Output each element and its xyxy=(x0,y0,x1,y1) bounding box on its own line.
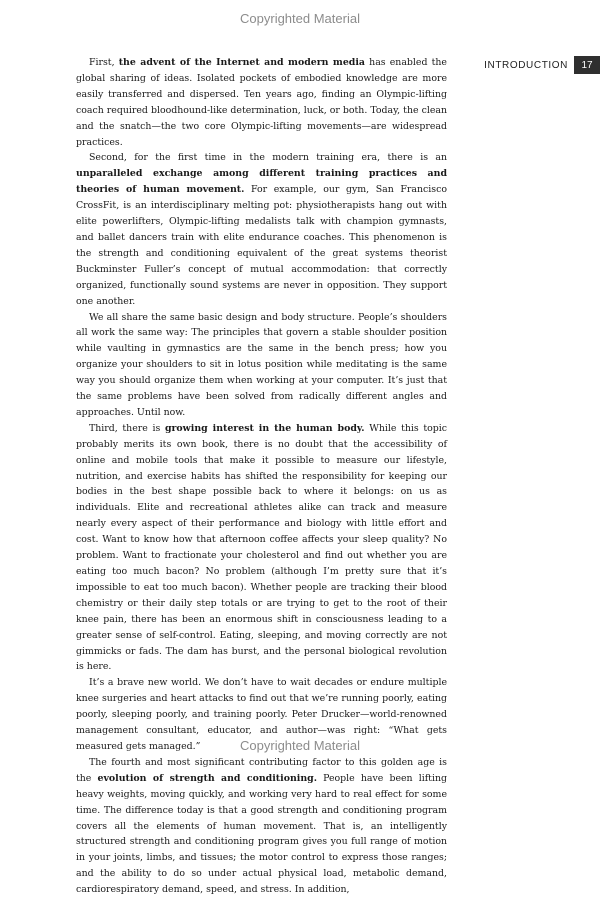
text: Third, there is xyxy=(89,422,165,434)
text: Second, for the first time in the modern training era, there is an xyxy=(89,152,447,164)
paragraph-4 xyxy=(76,421,447,676)
bold-phrase: the advent of the Internet and modern media xyxy=(118,57,365,68)
text: While this topic probably merits its own book, there is no doubt that the accessibility of online and mobile tools that make it possible to measure our lifestyle, nutrition, and exercise habits has shifted the responsibility for keeping our bodies in the best shape possible back to where it belongs: on us as individuals. Elite and recreational athletes alike can track and measure nearly every aspect of their performance and biology with little effort and cost. Want to know how that afternoon coffee affects your sleep quality? No problem. Want to fractionate your cholesterol and find out whether you are eating too much bacon? No problem (although I’m pretty sure that it’s impossible to eat too much bacon). Whether people are tracking their blood chemistry or their daily step totals or are trying to get to the root of their knee pain, there has been an enormous shift in consciousness leading to a greater sense of self-control. Eating, sleeping, and moving correctly are not gimmicks or fads. The dam has burst, and the personal biological revolution is here. xyxy=(76,422,448,673)
running-head xyxy=(484,56,600,74)
bold-phrase: evolution of strength and conditioning. xyxy=(97,772,317,784)
text: For example, our gym, San Francisco CrossFit, is an interdisciplinary melting pot: physiotherapists hang out with elite powerlifters, Olympic-lifting medalists talk with champion gymnasts, and ballet dancers train with elite endurance coaches. This phenomenon is the strength and conditioning equivalent of the great systems theorist Buckminster Fuller’s concept of mutual accommodation: that correctly organized, functionally sound systems are never in opposition. They support one another. xyxy=(76,184,447,307)
text: First, xyxy=(89,57,119,68)
body-text xyxy=(76,55,447,898)
text: People have been lifting heavy weights, moving quickly, and working very hard to real effect for some time. The difference today is that a good strength and conditioning program covers all the elements of human movement. That is, an intelligently structured strength and conditioning program gives you full range of motion in your joints, limbs, and tissues; the motor control to express those ranges; and the ability to do so under actual physical load, metabolic demand, cardiorespiratory demand, speed, and stress. In addition, xyxy=(76,772,447,896)
copyright-watermark-top: Copyrighted Material xyxy=(240,11,360,26)
paragraph-1 xyxy=(76,55,447,150)
section-title: INTRODUCTION xyxy=(484,59,568,71)
paragraph-3 xyxy=(76,310,447,421)
paragraph-2 xyxy=(76,150,447,309)
text: has enabled the global sharing of ideas. Isolated pockets of embodied knowledge are more easily transferred and dispersed. Ten years ago, finding an Olympic-lifting coach required bloodhound-like determination, luck, or both. Today, the clean and the snatch—the two core Olympic-lifting movements—are widespread practices. xyxy=(76,57,447,148)
text: It’s a brave new world. We don’t have to wait decades or endure multiple knee surgeries and heart attacks to find out that we’re running poorly, eating poorly, sleeping poorly, and training poorly. Peter Drucker—world-renowned management consultant, educator, and author—was right: “What gets measured gets managed.” xyxy=(76,677,447,752)
page-number: 17 xyxy=(574,56,600,74)
bold-phrase: growing interest in the human body. xyxy=(164,422,365,434)
bold-phrase: unparalleled exchange among different training practices and theories of human movement. xyxy=(76,168,447,196)
text: The fourth and most significant contributing factor to this golden age is the xyxy=(76,756,447,784)
copyright-watermark-bottom: Copyrighted Material xyxy=(240,738,360,753)
text: We all share the same basic design and body structure. People’s shoulders all work the same way: The principles that govern a stable shoulder position while vaulting in gymnastics are the same in the bench press; how you organize your shoulders to sit in lotus position while meditating is the same way you should organize them when working at your computer. It’s just that the same problems have been solved from radically different angles and approaches. Until now. xyxy=(76,311,447,418)
paragraph-6 xyxy=(76,755,447,898)
